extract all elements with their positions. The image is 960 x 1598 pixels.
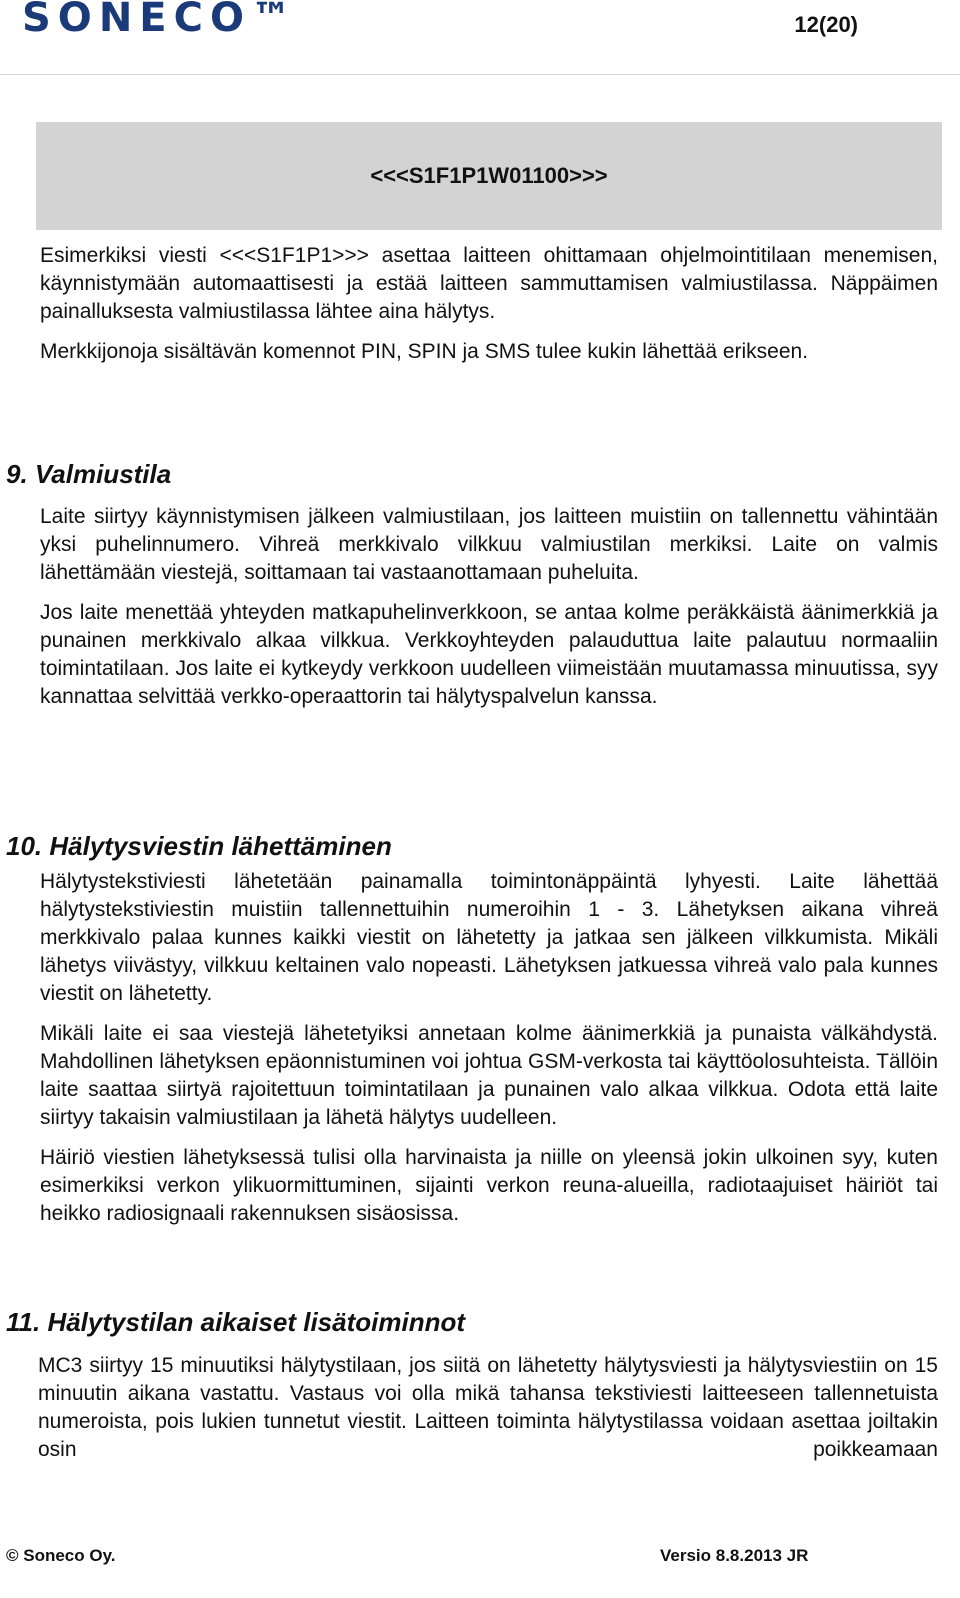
section-10-heading: 10. Hälytysviestin lähettäminen xyxy=(6,831,392,861)
section-10-paragraph-1: Hälytystekstiviesti lähetetään painamalla toimintonäppäintä lyhyesti. Laite lähettää hälytystekstiviestin muistiin tallennettuihin numeroihin 1 - 3. Lähetyksen aikana vihreä merkkivalo palaa kunnes kaikki viestit on lähetetty ja jatkaa sen jälkeen vilkkumista. Mikäli lähetys viivästyy, vilkkuu keltainen valo nopeasti. Lähetyksen jatkuessa vihreä valo pala kunnes viestit on lähetetty. xyxy=(40,870,938,1005)
intro-paragraph-2: Merkkijonoja sisältävän komennot PIN, SPIN ja SMS tulee kukin lähettää erikseen. xyxy=(40,340,809,363)
section-9-body xyxy=(40,503,938,711)
section-10-paragraph-3: Häiriö viestien lähetyksessä tulisi olla harvinaista ja niille on yleensä jokin ulkoinen syy, kuten esimerkiksi verkon ylikuormittuminen, sijainti verkon reuna-alueilla, radiotaajuiset häiriöt tai heikko radiosignaali rakennuksen sisäosissa. xyxy=(40,1146,938,1225)
section-9-paragraph-2: Jos laite menettää yhteyden matkapuhelinverkkoon, se antaa kolme peräkkäistä äänimerkkiä ja punainen merkkivalo alkaa vilkkua. Verkkoyhteyden palauduttua laite palautuu normaaliin toimintatilaan. Jos laite ei kytkeydy verkkoon uudelleen viimeistään muutamassa minuutissa, syy kannattaa selvittää verkko-operaattorin tai hälytyspalvelun kanssa. xyxy=(40,601,938,708)
intro-paragraph-1: Esimerkiksi viesti <<<S1F1P1>>> asettaa laitteen ohittamaan ohjelmointitilaan menemisen, käynnistymään automaattisesti ja estää laitteen sammuttamisen valmiustilassa. Näppäimen painalluksesta valmiustilassa lähtee aina hälytys. xyxy=(40,244,938,323)
footer-version: Versio 8.8.2013 JR xyxy=(660,1546,809,1565)
intro-block xyxy=(40,242,938,366)
header-divider xyxy=(0,74,960,75)
page-header xyxy=(0,0,960,74)
page-number: 12(20) xyxy=(794,12,858,37)
section-11-paragraph-1: MC3 siirtyy 15 minuutiksi hälytystilaan, jos siitä on lähetetty hälytysviesti ja hälytysviestiin on 15 minuutin aikana vastattu. Vastaus voi olla mikä tahansa tekstiviesti laitteeseen tallennetuista numeroista, pois lukien tunnetut viestit. Laitteen toiminta hälytystilassa voidaan asettaa joiltakin osin poikkeamaan xyxy=(38,1354,938,1461)
command-code-box xyxy=(36,122,942,230)
section-10-body xyxy=(40,868,938,1228)
section-10-paragraph-2: Mikäli laite ei saa viestejä lähetetyiksi annetaan kolme äänimerkkiä ja punaista välkähdystä. Mahdollinen lähetyksen epäonnistuminen voi johtua GSM-verkosta tai käyttöolosuhteista. Tällöin laite saattaa siirtyä rajoitettuun toimintatilaan ja punainen valo alkaa vilkkua. Odota että laite siirtyy takaisin valmiustilaan ja lähetä hälytys uudelleen. xyxy=(40,1022,938,1129)
section-11-heading: 11. Hälytystilan aikaiset lisätoiminnot xyxy=(6,1307,466,1337)
soneco-logo: SONECO™ xyxy=(22,0,298,41)
section-9-heading: 9. Valmiustila xyxy=(6,459,172,489)
command-code: <<<S1F1P1W01100>>> xyxy=(370,163,608,188)
section-11-body xyxy=(38,1352,938,1464)
section-9-paragraph-1: Laite siirtyy käynnistymisen jälkeen valmiustilaan, jos laitteen muistiin on tallennettu vähintään yksi puhelinnumero. Vihreä merkkivalo vilkkuu valmiustilan merkiksi. Laite on valmis lähettämään viestejä, soittamaan tai vastaanottamaan puheluita. xyxy=(40,505,938,584)
footer-copyright: © Soneco Oy. xyxy=(6,1546,116,1565)
